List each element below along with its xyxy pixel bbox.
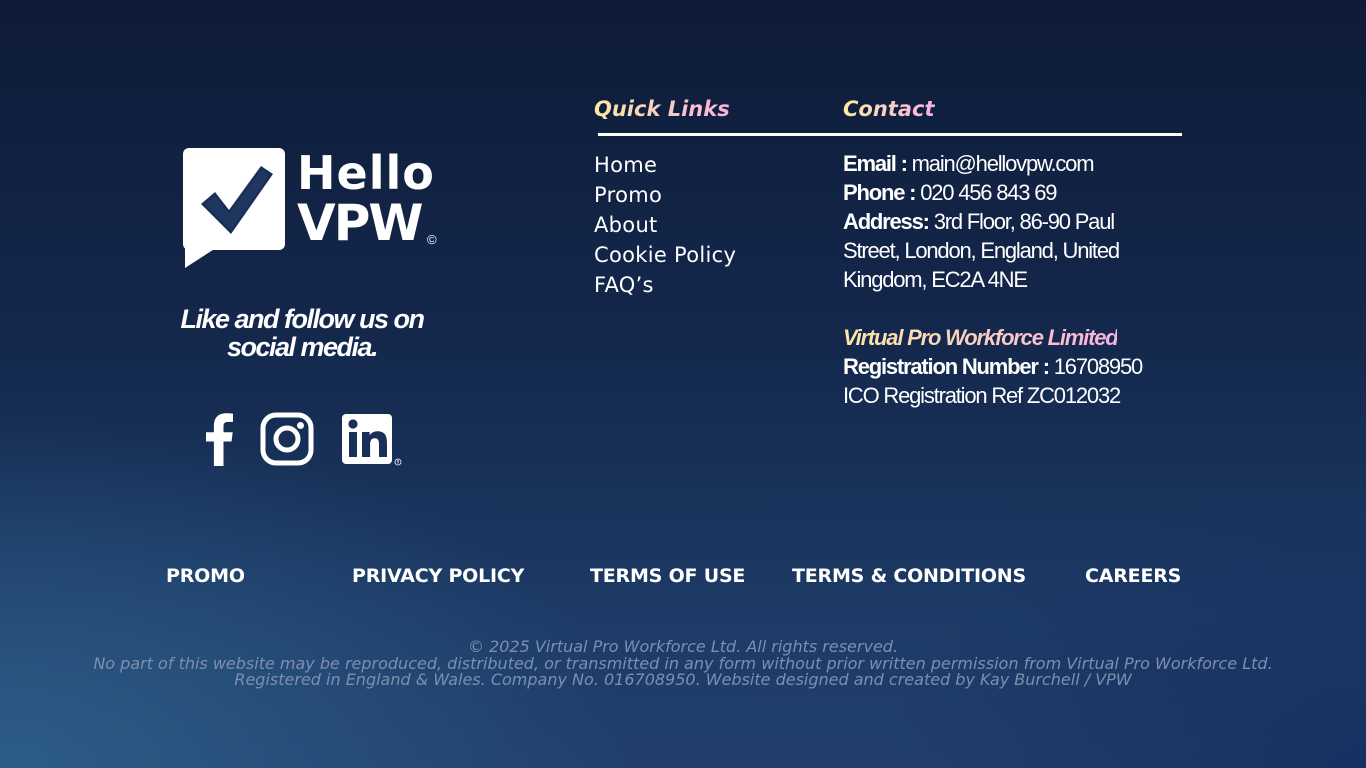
quick-links-heading: Quick Links: [594, 97, 730, 121]
footer-link-privacy-policy[interactable]: PRIVACY POLICY: [352, 565, 525, 587]
checkmark-icon: [195, 160, 273, 238]
copyright-line-2: No part of this website may be reproduced, distributed, or transmitted in any form without prior written permission from Virtual Pro Workforce Ltd.: [93, 653, 1273, 673]
speech-bubble-tail: [185, 246, 219, 268]
linkedin-icon[interactable]: [341, 412, 403, 468]
contact-heading: Contact: [843, 97, 935, 121]
svg-text:R: R: [396, 459, 400, 465]
footer-link-terms-conditions[interactable]: TERMS & CONDITIONS: [792, 565, 1026, 587]
address-label: Address:: [843, 209, 929, 234]
contact-details: [843, 149, 1173, 410]
logo-hello-text: Hello: [297, 146, 435, 200]
quick-link-promo[interactable]: Promo: [594, 183, 663, 207]
copyright-line-3: Registered in England & Wales. Company No. 016708950. Website designed and created by Kay Burchell / VPW: [234, 670, 1132, 689]
copyright-notice: [0, 639, 1366, 689]
logo-vpw-text: VPW: [297, 194, 422, 252]
checkmark-speech-bubble-icon: [183, 148, 285, 250]
footer-link-promo[interactable]: PROMO: [166, 565, 245, 587]
copyright-mark: ©: [427, 232, 437, 247]
copyright-line-1: © 2025 Virtual Pro Workforce Ltd. All rights reserved.: [467, 637, 899, 656]
footer-link-terms-of-use[interactable]: TERMS OF USE: [590, 565, 746, 587]
quick-link-cookie-policy[interactable]: Cookie Policy: [594, 243, 737, 267]
company-name: Virtual Pro Workforce Limited: [843, 325, 1118, 350]
facebook-icon[interactable]: [204, 412, 234, 466]
footer-link-careers[interactable]: CAREERS: [1085, 565, 1182, 587]
logo-wordmark: [297, 146, 435, 252]
instagram-icon[interactable]: [260, 412, 314, 466]
email-label: Email :: [843, 151, 907, 176]
registration-row: [843, 352, 1173, 381]
phone-number[interactable]: 020 456 843 69: [920, 180, 1057, 205]
phone-label: Phone :: [843, 180, 916, 205]
quick-link-about[interactable]: About: [594, 213, 658, 237]
heading-divider: [598, 133, 1182, 136]
registration-number: 16708950: [1053, 354, 1143, 379]
ico-registration: ICO Registration Ref ZC012032: [843, 383, 1121, 408]
registration-label: Registration Number :: [843, 354, 1049, 379]
social-tagline: Like and follow us on social media.: [180, 304, 424, 362]
quick-link-home[interactable]: Home: [594, 153, 658, 177]
contact-email-row: [843, 149, 1173, 178]
contact-phone-row: [843, 178, 1173, 207]
quick-links-list: [594, 150, 736, 300]
quick-link-faqs[interactable]: FAQ’s: [594, 273, 654, 297]
email-link[interactable]: main@hellovpw.com: [911, 151, 1094, 176]
contact-address-row: [843, 207, 1173, 294]
address-text: 3rd Floor, 86-90 Paul Street, London, England, United Kingdom, EC2A 4NE: [843, 209, 1119, 292]
hello-vpw-logo[interactable]: [183, 148, 443, 270]
